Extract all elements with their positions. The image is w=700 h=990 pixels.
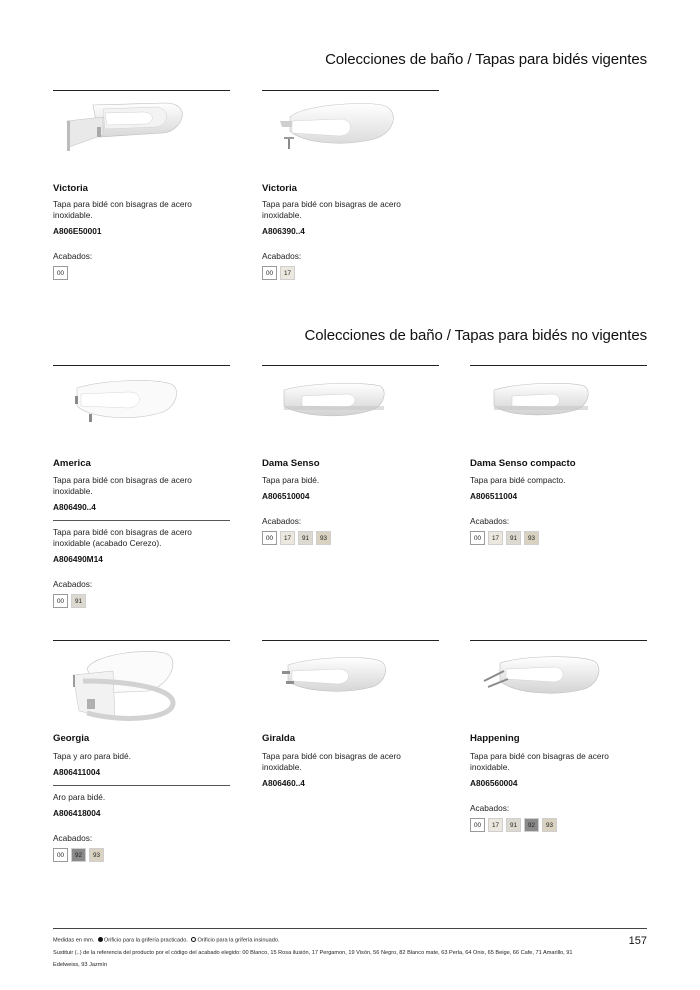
finishes-label: Acabados: xyxy=(262,516,302,526)
product-name: Georgia xyxy=(53,733,90,744)
finishes-label: Acabados: xyxy=(53,833,93,843)
product-description: Tapa para bidé con bisagras de acero inoxidable. xyxy=(262,751,401,772)
product-details xyxy=(53,199,230,280)
product-giralda xyxy=(262,640,439,723)
finish-swatch-93: 93 xyxy=(542,818,557,832)
bidet-seat-image xyxy=(53,91,230,173)
page-number: 157 xyxy=(628,935,647,947)
product-georgia xyxy=(53,640,230,723)
section-title-legacy: Colecciones de baño / Tapas para bidés no vigentes xyxy=(304,327,647,344)
product-victoria-390 xyxy=(262,90,439,173)
product-name: Giralda xyxy=(262,733,296,744)
footer-note: Sustituir (..) de la referencia del producto por el código del acabado elegido: 00 Blanco, 15 Rosa ilusión, 17 Pergamon, 19 Visón, 56 Negro, 82 Blanco mate, 63 Perla, 64 Onix, 65 Beige, 66 Cafe, 71 Amarillo, 91 xyxy=(53,950,573,956)
product-reference: A806511004 xyxy=(470,491,518,501)
product-details xyxy=(262,199,439,280)
finishes-label: Acabados: xyxy=(53,251,93,261)
finish-swatch-00: 00 xyxy=(262,531,277,545)
variant-divider xyxy=(53,785,230,786)
product-reference: A806490..4 xyxy=(53,502,96,512)
product-name: Happening xyxy=(470,733,520,744)
product-details xyxy=(470,751,647,832)
finish-swatch-91: 91 xyxy=(71,594,86,608)
finish-swatches xyxy=(262,531,439,545)
legend-hollow-text: Orificio para la grifería insinuado. xyxy=(197,937,280,944)
finish-swatch-00: 00 xyxy=(262,266,277,280)
product-reference-variant: A806490M14 xyxy=(53,554,103,564)
finish-swatches xyxy=(470,818,647,832)
finish-swatch-93: 93 xyxy=(316,531,331,545)
finish-swatch-17: 17 xyxy=(488,818,503,832)
product-description: Tapa para bidé con bisagras de acero inoxidable. xyxy=(262,199,401,220)
product-description-variant: Tapa para bidé con bisagras de acero inoxidable (acabado Cerezo). xyxy=(53,527,192,548)
finish-swatches xyxy=(262,266,439,280)
product-reference: A806510004 xyxy=(262,491,310,501)
finish-swatch-91: 91 xyxy=(506,531,521,545)
product-victoria-e5 xyxy=(53,90,230,173)
finishes-label: Acabados: xyxy=(470,803,510,813)
product-name: Victoria xyxy=(262,183,298,194)
product-details xyxy=(470,475,647,545)
finish-swatch-17: 17 xyxy=(280,531,295,545)
finish-swatch-91: 91 xyxy=(298,531,313,545)
product-description: Tapa para bidé compacto. xyxy=(470,475,566,485)
product-dama-senso xyxy=(262,365,439,448)
finish-swatches xyxy=(470,531,647,545)
product-name: Dama Senso compacto xyxy=(470,458,576,469)
legend-prefix: Medidas en mm. xyxy=(53,937,95,944)
finish-swatches xyxy=(53,266,230,280)
finish-swatch-00: 00 xyxy=(470,818,485,832)
finish-swatch-00: 00 xyxy=(53,266,68,280)
product-happening xyxy=(470,640,647,723)
bidet-seat-image xyxy=(262,366,439,448)
product-description-variant: Aro para bidé. xyxy=(53,792,106,802)
footer-note-continued: Edelweiss, 93 Jazmín xyxy=(53,962,108,968)
product-reference: A806460..4 xyxy=(262,778,305,788)
product-description: Tapa para bidé. xyxy=(262,475,320,485)
product-details xyxy=(53,751,230,862)
product-name: America xyxy=(53,458,91,469)
finish-swatch-92: 92 xyxy=(524,818,539,832)
product-name: Victoria xyxy=(53,183,89,194)
filled-circle-icon xyxy=(98,937,103,942)
bidet-seat-image xyxy=(470,641,647,723)
variant-divider xyxy=(53,520,230,521)
section-title-current: Colecciones de baño / Tapas para bidés vigentes xyxy=(325,51,647,68)
hollow-circle-icon xyxy=(191,937,196,942)
product-reference-variant: A806418004 xyxy=(53,808,101,818)
finish-swatch-93: 93 xyxy=(524,531,539,545)
bidet-seat-image xyxy=(262,641,439,723)
product-description: Tapa para bidé con bisagras de acero inoxidable. xyxy=(470,751,609,772)
finish-swatch-17: 17 xyxy=(488,531,503,545)
finish-swatch-00: 00 xyxy=(470,531,485,545)
product-name: Dama Senso xyxy=(262,458,320,469)
product-details xyxy=(53,475,230,608)
finish-swatch-93: 93 xyxy=(89,848,104,862)
finish-swatch-00: 00 xyxy=(53,594,68,608)
finish-swatches xyxy=(53,848,230,862)
product-america xyxy=(53,365,230,448)
product-description: Tapa para bidé con bisagras de acero inoxidable. xyxy=(53,199,192,220)
bidet-seat-image xyxy=(53,641,230,723)
product-reference: A806390..4 xyxy=(262,226,305,236)
finishes-label: Acabados: xyxy=(470,516,510,526)
bidet-seat-image xyxy=(53,366,230,448)
product-dama-senso-compacto xyxy=(470,365,647,448)
product-reference: A806E50001 xyxy=(53,226,102,236)
product-details xyxy=(262,751,439,788)
product-reference: A806411004 xyxy=(53,767,101,777)
product-description: Tapa y aro para bidé. xyxy=(53,751,131,761)
product-details xyxy=(262,475,439,545)
finish-swatch-92: 92 xyxy=(71,848,86,862)
bidet-seat-image xyxy=(262,91,439,173)
legend-filled-text: Orificio para la grifería practicado. xyxy=(103,937,188,944)
finish-swatch-91: 91 xyxy=(506,818,521,832)
finishes-label: Acabados: xyxy=(53,579,93,589)
footer-divider xyxy=(53,928,647,929)
finish-swatch-17: 17 xyxy=(280,266,295,280)
finishes-label: Acabados: xyxy=(262,251,302,261)
footer-legend xyxy=(53,937,280,944)
finish-swatches xyxy=(53,594,230,608)
product-description: Tapa para bidé con bisagras de acero inoxidable. xyxy=(53,475,192,496)
finish-swatch-00: 00 xyxy=(53,848,68,862)
product-reference: A806560004 xyxy=(470,778,518,788)
bidet-seat-image xyxy=(470,366,647,448)
